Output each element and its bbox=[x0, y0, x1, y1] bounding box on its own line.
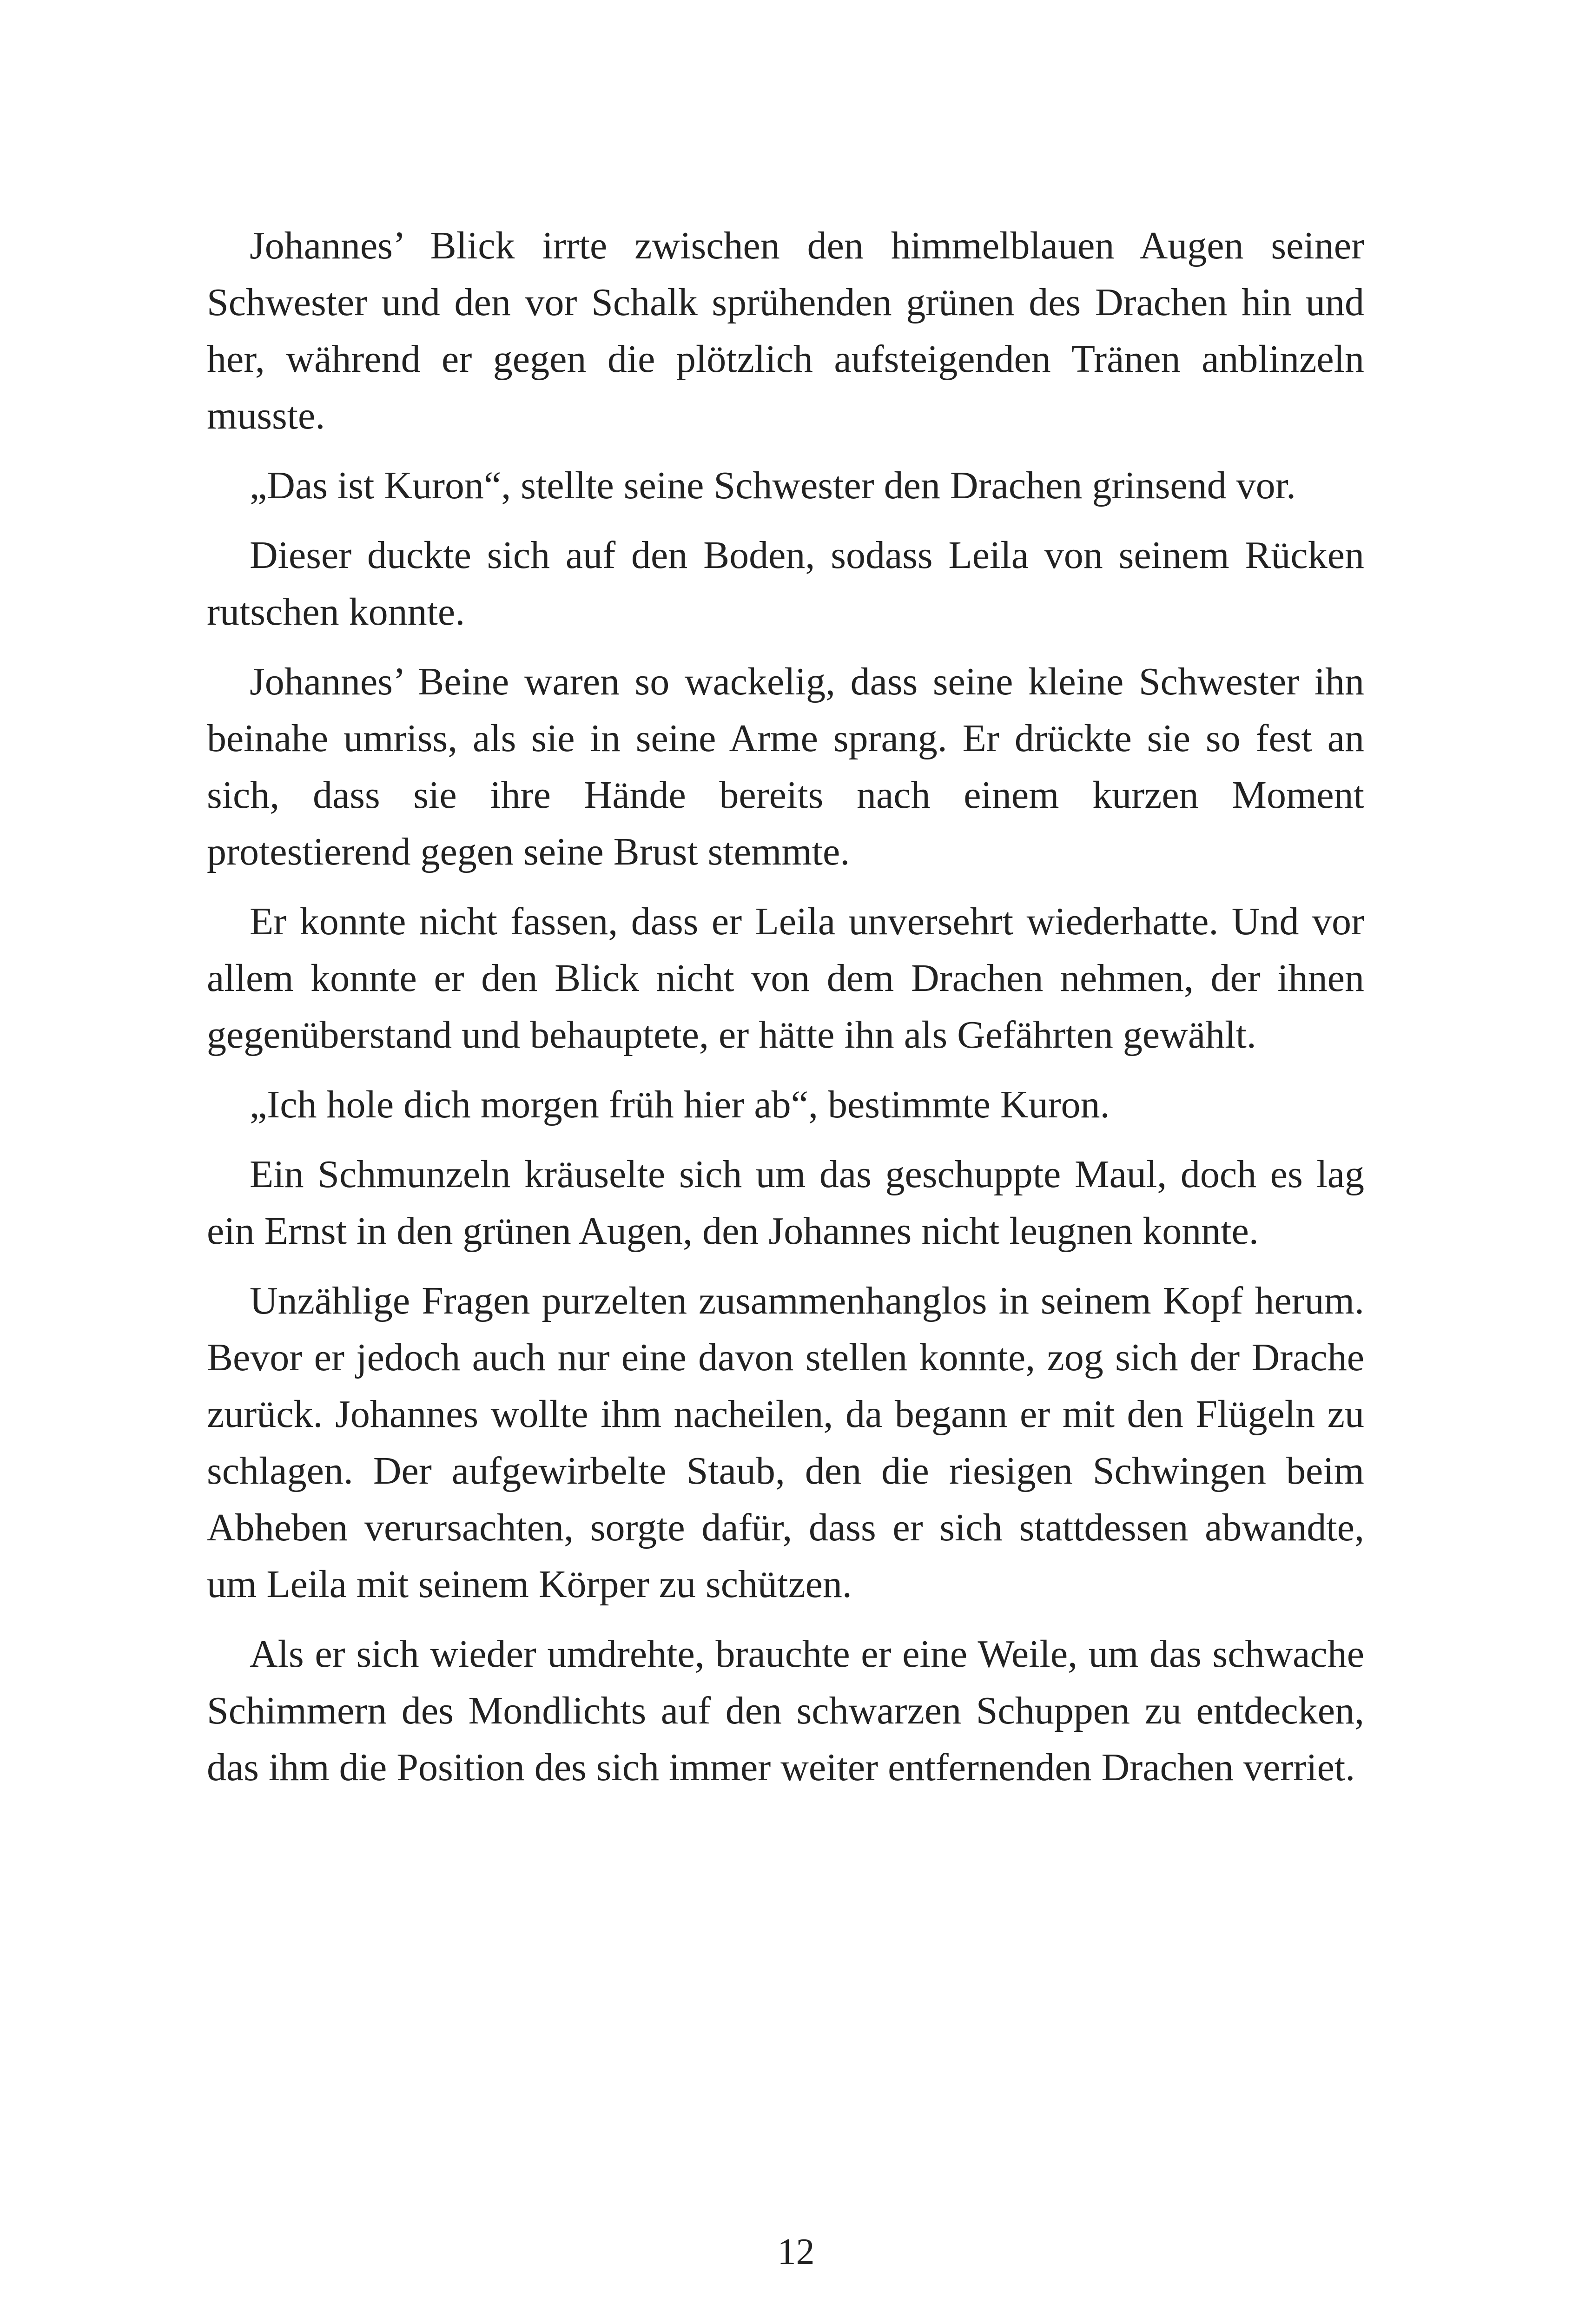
paragraph: Ein Schmunzeln kräuselte sich um das geschuppte Maul, doch es lag ein Ernst in den grünen Augen, den Johannes nicht leugnen konnte. bbox=[207, 1153, 1364, 1253]
paragraph: Als er sich wieder umdrehte, brauchte er eine Weile, um das schwache Schimmern des Mondlichts auf den schwarzen Schuppen zu entdecken, das ihm die Position des sich immer weiter entfernenden Drachen verriet. bbox=[207, 1632, 1364, 1789]
body-text bbox=[207, 218, 1364, 1809]
paragraph: Dieser duckte sich auf den Boden, sodass Leila von seinem Rücken rutschen konnte. bbox=[207, 534, 1364, 634]
paragraph: Johannes’ Blick irrte zwischen den himmelblauen Augen seiner Schwester und den vor Schalk sprühenden grünen des Drachen hin und her, während er gegen die plötzlich aufsteigenden Tränen anblinzeln musste. bbox=[207, 224, 1364, 437]
paragraph: Unzählige Fragen purzelten zusammenhanglos in seinem Kopf herum. Bevor er jedoch auch nur eine davon stellen konnte, zog sich der Drache zurück. Johannes wollte ihm nacheilen, da begann er mit den Flügeln zu schlagen. Der aufgewirbelte Staub, den die riesigen Schwingen beim Abheben verursachten, sorgte dafür, dass er sich stattdessen abwandte, um Leila mit seinem Körper zu schützen. bbox=[207, 1279, 1364, 1606]
paragraph: Er konnte nicht fassen, dass er Leila unversehrt wiederhatte. Und vor allem konnte er den Blick nicht von dem Drachen nehmen, der ihnen gegenüberstand und behauptete, er hätte ihn als Gefährten gewählt. bbox=[207, 900, 1364, 1056]
paragraph: „Ich hole dich morgen früh hier ab“, bestimmte Kuron. bbox=[250, 1083, 1110, 1126]
paragraph: Johannes’ Beine waren so wackelig, dass seine kleine Schwester ihn beinahe umriss, als sie in seine Arme sprang. Er drückte sie so fest an sich, dass sie ihre Hände bereits nach einem kurzen Moment protestierend gegen seine Brust stemmte. bbox=[207, 660, 1364, 873]
paragraph: „Das ist Kuron“, stellte seine Schwester den Drachen grinsend vor. bbox=[250, 464, 1296, 507]
page-number: 12 bbox=[777, 2232, 815, 2272]
